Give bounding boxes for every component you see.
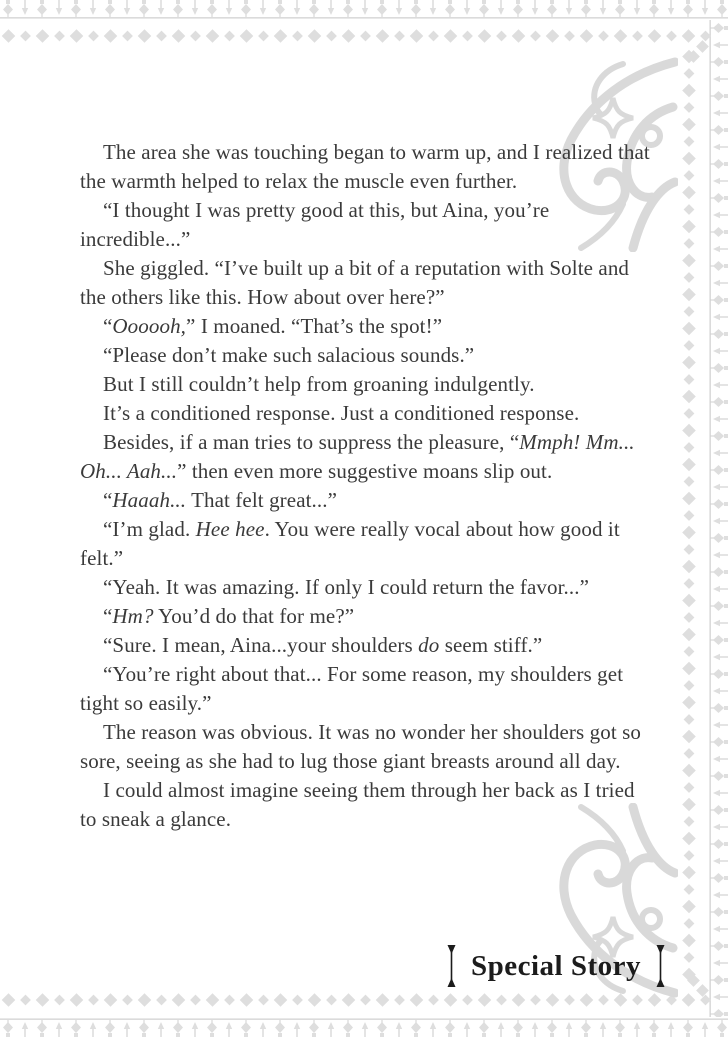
paragraph: “Oooooh,” I moaned. “That’s the spot!”	[103, 314, 443, 338]
paragraph: Besides, if a man tries to suppress the pleasure, “Mmph! Mm... Oh... Aah...” then even more suggestive moans slip out.	[80, 430, 635, 483]
paragraph: The reason was obvious. It was no wonder her shoulders got so sore, seeing as she had to lug those giant breasts around all day.	[80, 720, 642, 773]
diamond-band-top	[0, 26, 712, 46]
ornamental-border-bottom	[0, 1017, 728, 1037]
paragraph: She giggled. “I’ve built up a bit of a reputation with Solte and the others like this. How about over here?”	[80, 256, 630, 309]
special-story-title	[446, 944, 666, 988]
special-story-label: Special Story	[470, 949, 641, 982]
paragraph: But I still couldn’t help from groaning indulgently.	[103, 372, 535, 396]
paragraph: “Please don’t make such salacious sounds.”	[103, 343, 475, 367]
paragraph: I could almost imagine seeing them through her back as I tried to sneak a glance.	[80, 778, 635, 831]
title-bracket-right-icon	[655, 944, 666, 988]
ornamental-border-right	[708, 20, 728, 1017]
paragraph: “Hm? You’d do that for me?”	[103, 604, 355, 628]
title-bracket-left-icon	[446, 944, 457, 988]
story-text	[80, 138, 654, 834]
paragraph: “I thought I was pretty good at this, but Aina, you’re incredible...”	[80, 198, 550, 251]
paragraph: “You’re right about that... For some reason, my shoulders get tight so easily.”	[80, 662, 624, 715]
paragraph: “I’m glad. Hee hee. You were really vocal about how good it felt.”	[80, 517, 620, 570]
ornamental-border-top	[0, 0, 728, 20]
diamond-band-right	[678, 48, 700, 984]
paragraph: “Sure. I mean, Aina...your shoulders do seem stiff.”	[103, 633, 543, 657]
paragraph: The area she was touching began to warm up, and I realized that the warmth helped to relax the muscle even further.	[80, 140, 650, 193]
paragraph: It’s a conditioned response. Just a conditioned response.	[103, 401, 580, 425]
paragraph: “Haaah... That felt great...”	[103, 488, 338, 512]
paragraph: “Yeah. It was amazing. If only I could return the favor...”	[103, 575, 590, 599]
